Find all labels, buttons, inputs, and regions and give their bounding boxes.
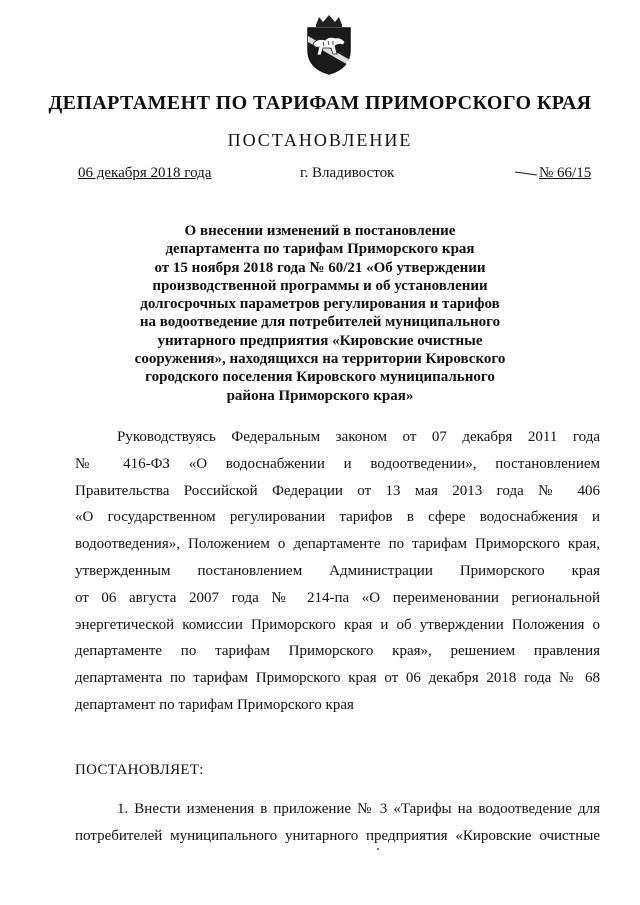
subject-line: сооружения», находящихся на территории Кировского bbox=[134, 351, 506, 368]
department-title: ДЕПАРТАМЕНТ ПО ТАРИФАМ ПРИМОРСКОГО КРАЯ bbox=[48, 92, 592, 114]
subject-line: долгосрочных параметров регулирования и тарифов bbox=[140, 296, 500, 313]
scan-speck bbox=[377, 848, 379, 850]
subject-line: района Приморского края» bbox=[226, 387, 414, 404]
body-line: департамента по тарифам Приморского края от 06 декабря 2018 года № 68 bbox=[75, 670, 600, 687]
subject-line: городского поселения Кировского муниципального bbox=[145, 369, 495, 386]
subject-line: О внесении изменений в постановление bbox=[184, 223, 456, 239]
subject-line: на водоотведение для потребителей муниципального bbox=[139, 314, 501, 331]
primorsky-krai-coat-of-arms-icon bbox=[299, 14, 359, 76]
preamble-paragraph bbox=[75, 424, 600, 719]
document-number bbox=[515, 165, 591, 182]
subject-line: департамента по тарифам Приморского края bbox=[165, 241, 475, 258]
subject-line: унитарного предприятия «Кировские очистные bbox=[157, 332, 483, 349]
subject-line: производственной программы и об установлении bbox=[152, 277, 488, 294]
item-line: потребителей муниципального унитарного предприятия «Кировские очистные bbox=[75, 827, 600, 844]
body-line: «О государственном регулировании тарифов в сфере водоснабжения и bbox=[75, 509, 600, 526]
body-line: Руководствуясь Федеральным законом от 07 декабря 2011 года bbox=[117, 429, 600, 445]
body-line: департаменте по тарифам Приморского края», решением правления bbox=[75, 643, 600, 660]
body-line: водоотведения», Положением о департаменте по тарифам Приморского края, bbox=[75, 536, 600, 553]
item-1-paragraph bbox=[75, 793, 600, 847]
body-line: от 06 августа 2007 года № 214-па «О переименовании региональной bbox=[75, 589, 600, 606]
document-subject bbox=[120, 222, 520, 405]
number-dash bbox=[515, 172, 537, 176]
coat-of-arms-emblem bbox=[299, 14, 359, 76]
item-line: 1. Внести изменения в приложение № 3 «Тарифы на водоотведение для bbox=[117, 801, 600, 817]
body-line: департамент по тарифам Приморского края bbox=[75, 696, 354, 713]
body-line: Правительства Российской Федерации от 13 мая 2013 года № 406 bbox=[75, 482, 600, 499]
document-number-text: № 66/15 bbox=[539, 165, 592, 181]
body-line: № 416-ФЗ «О водоснабжении и водоотведении», постановлением bbox=[75, 455, 600, 472]
resolve-heading: ПОСТАНОВЛЯЕТ: bbox=[75, 762, 204, 778]
document-type: ПОСТАНОВЛЕНИЕ bbox=[227, 130, 413, 150]
body-line: энергетической комиссии Приморского края и об утверждении Положения о bbox=[75, 616, 600, 633]
subject-line: от 15 ноября 2018 года № 60/21 «Об утверждении bbox=[154, 259, 486, 276]
document-city: г. Владивосток bbox=[300, 165, 395, 181]
document-date: 06 декабря 2018 года bbox=[78, 165, 212, 181]
body-line: утвержденным постановлением Администрации Приморского края bbox=[75, 562, 600, 579]
